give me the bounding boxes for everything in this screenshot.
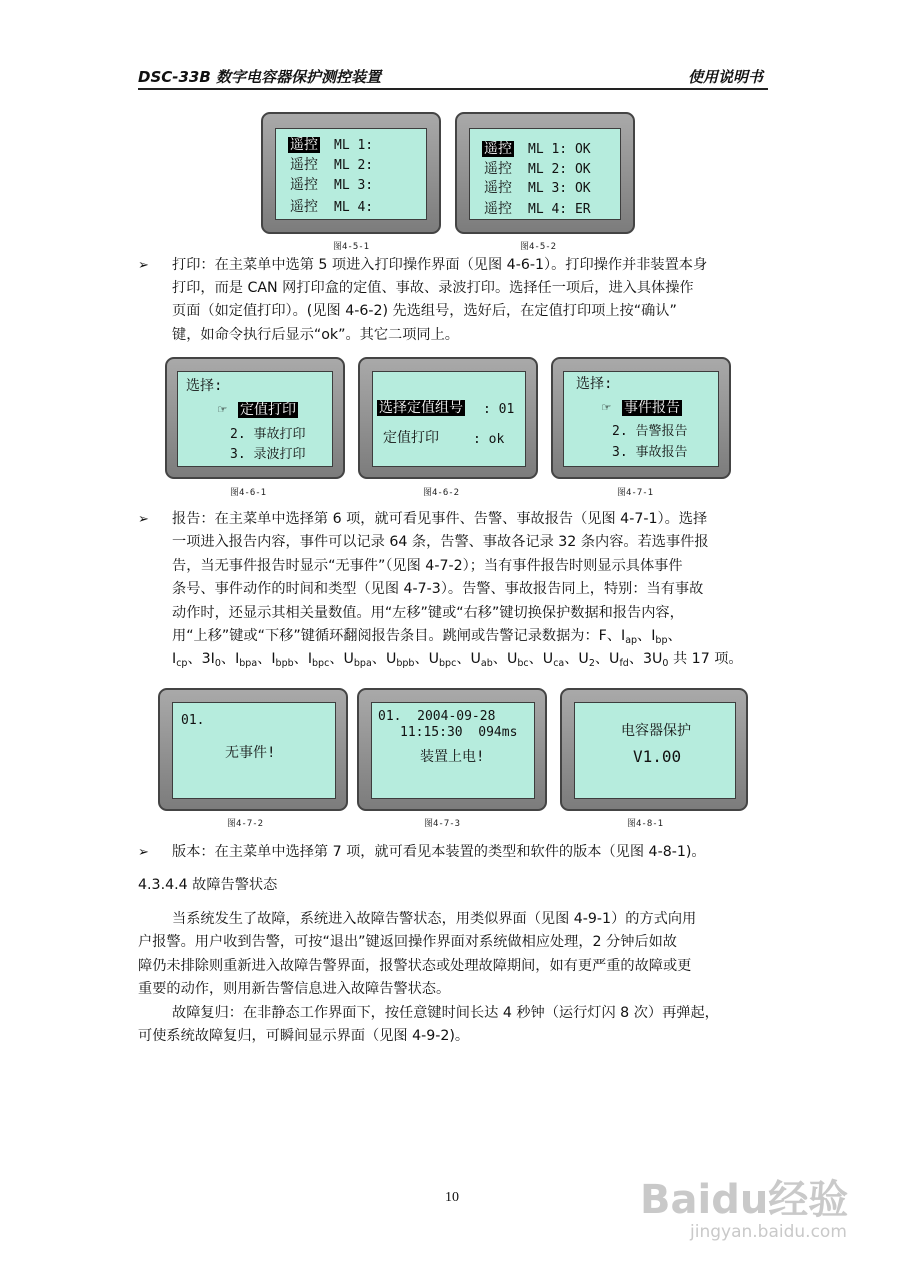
para-report-3: 告，当无事件报告时显示“无事件”（见图 4-7-2）；当有事件报告时则显示具体事件 <box>172 558 683 574</box>
figure-caption: 图4-6-1 <box>230 488 267 498</box>
para-version: 版本：在主菜单中选择第 7 项，就可看见本装置的类型和软件的版本（见图 4-8-1)。 <box>172 844 706 860</box>
pointing-hand-icon: ☞ <box>218 402 227 418</box>
lcd-frame-4-5-2 <box>455 112 635 234</box>
para-fault-1: 当系统发生了故障，系统进入故障告警状态，用类似界面（见图 4-9-1）的方式向用 <box>172 911 697 927</box>
para-report-6: 用“上移”键或“下移”键循环翻阅报告条目。跳闸或告警记录数据为：F、$I_{ap}$、$I_{bp}$、 <box>172 628 682 646</box>
lcd-frame-4-7-1 <box>551 357 731 479</box>
header-doc-type: 使用说明书 <box>688 68 764 86</box>
event-message: 装置上电! <box>420 749 485 765</box>
figure-caption: 图4-5-1 <box>333 242 370 252</box>
lcd-frame-4-7-3 <box>357 688 547 811</box>
menu-item-selected: 定值打印 <box>240 402 296 418</box>
ml-row: ML 1: <box>334 138 374 153</box>
lcd-frame-4-8-1 <box>560 688 748 811</box>
para-fault-2: 户报警。用户收到告警，可按“退出”键返回操作界面对系统做相应处理，2 分钟后如故 <box>138 934 677 950</box>
bullet-arrow-icon: ➢ <box>138 512 149 527</box>
record-time: 11:15:30 094ms <box>400 725 518 740</box>
remote-label: 遥控 <box>290 137 318 153</box>
figure-caption: 图4-7-3 <box>424 819 461 829</box>
watermark-url: jingyan.baidu.com <box>690 1222 847 1242</box>
ml-row: ML 4: <box>334 200 374 215</box>
para-report-2: 一项进入报告内容，事件可以记录 64 条，告警、事故各记录 32 条内容。若选事件报 <box>172 534 709 550</box>
menu-item: 2. 告警报告 <box>612 424 688 439</box>
lcd-screen-4-6-1 <box>177 371 333 467</box>
lcd-screen-4-5-2 <box>469 128 621 220</box>
print-status: : ok <box>473 432 505 447</box>
lcd-screen-4-6-2 <box>372 371 526 467</box>
lcd-frame-4-7-2 <box>158 688 348 811</box>
section-heading: 4.3.4.4 故障告警状态 <box>138 877 278 893</box>
remote-label: 遥控 <box>290 177 318 193</box>
menu-item: 3. 事故报告 <box>612 445 688 460</box>
record-number: 01. <box>181 713 205 728</box>
ml-row: ML 2: OK <box>528 162 591 177</box>
pointing-hand-icon: ☞ <box>602 400 611 416</box>
ml-row: ML 3: <box>334 178 374 193</box>
record-date: 01. 2004-09-28 <box>378 709 496 724</box>
figure-caption: 图4-7-1 <box>617 488 654 498</box>
figure-caption: 图4-8-1 <box>627 819 664 829</box>
remote-label: 遥控 <box>290 199 318 215</box>
figure-caption: 图4-5-2 <box>520 242 557 252</box>
lcd-screen-4-7-3 <box>371 702 535 799</box>
figure-caption: 图4-7-2 <box>227 819 264 829</box>
para-fault-4: 重要的动作，则用新告警信息进入故障告警状态。 <box>138 981 451 997</box>
para-print-3: 页面（如定值打印）。(见图 4-6-2) 先选组号，选好后，在定值打印项上按“确认” <box>172 303 677 319</box>
ml-row: ML 1: OK <box>528 142 591 157</box>
lcd-screen-4-5-1 <box>275 128 427 220</box>
remote-label: 遥控 <box>484 201 512 217</box>
remote-label: 遥控 <box>290 157 318 173</box>
remote-label: 遥控 <box>484 141 512 157</box>
header-rule <box>138 88 768 90</box>
remote-label: 遥控 <box>484 161 512 177</box>
lcd-screen-4-7-1 <box>563 371 719 467</box>
lcd-screen-4-8-1 <box>574 702 736 799</box>
event-message: 无事件! <box>225 745 276 761</box>
group-select-value: : 01 <box>483 402 515 417</box>
figure-caption: 图4-6-2 <box>423 488 460 498</box>
para-print-2: 打印，而是 CAN 网打印盒的定值、事故、录波打印。选择任一项后，进入具体操作 <box>172 280 694 296</box>
group-select-label: 选择定值组号 <box>379 400 463 416</box>
remote-label: 遥控 <box>484 180 512 196</box>
bullet-arrow-icon: ➢ <box>138 845 149 860</box>
ml-row: ML 2: <box>334 158 374 173</box>
para-print-1: 打印：在主菜单中选第 5 项进入打印操作界面（见图 4-6-1）。打印操作并非装置本身 <box>172 257 708 273</box>
para-print-4: 键，如命令执行后显示“ok”。其它二项同上。 <box>172 327 459 343</box>
ml-row: ML 3: OK <box>528 181 591 196</box>
lcd-screen-4-7-2 <box>172 702 336 799</box>
select-title: 选择: <box>576 376 613 392</box>
ml-row: ML 4: ER <box>528 202 591 217</box>
para-report-7: $I_{cp}$、$3I_0$、$I_{bpa}$、$I_{bpb}$、$I_{bpc}$、$U_{bpa}$、$U_{bpb}$、$U_{bpc}$、$U_{ab}$、$U_{bc}$、$U_{ca}$、$U_2$、$U_{fd}$、$3U_0$ 共 17 项。 <box>172 651 743 669</box>
device-type: 电容器保护 <box>621 723 691 739</box>
para-report-5: 动作时，还显示其相关量数值。用“左移”键或“右移”键切换保护数据和报告内容， <box>172 605 684 621</box>
para-reset-2: 可使系统故障复归，可瞬间显示界面（见图 4-9-2)。 <box>138 1028 470 1044</box>
select-title: 选择: <box>186 378 223 394</box>
menu-item: 2. 事故打印 <box>230 427 306 442</box>
para-report-1: 报告：在主菜单中选择第 6 项，就可看见事件、告警、事故报告（见图 4-7-1）。选择 <box>172 511 708 527</box>
menu-item: 3. 录波打印 <box>230 447 306 462</box>
print-label: 定值打印 <box>383 430 439 446</box>
software-version: V1.00 <box>633 747 682 766</box>
menu-item-selected: 事件报告 <box>624 400 680 416</box>
header-title: DSC-33B 数字电容器保护测控装置 <box>138 68 382 86</box>
lcd-frame-4-5-1 <box>261 112 441 234</box>
para-reset-1: 故障复归：在非静态工作界面下，按任意键时间长达 4 秒钟（运行灯闪 8 次）再弹起， <box>172 1005 719 1021</box>
lcd-frame-4-6-2 <box>358 357 538 479</box>
lcd-frame-4-6-1 <box>165 357 345 479</box>
watermark-logo: Baidu经验 <box>640 1177 849 1223</box>
bullet-arrow-icon: ➢ <box>138 258 149 273</box>
para-fault-3: 障仍未排除则重新进入故障告警界面，报警状态或处理故障期间，如有更严重的故障或更 <box>138 958 692 974</box>
page-number: 10 <box>445 1190 459 1205</box>
para-report-4: 条号、事件动作的时间和类型（见图 4-7-3）。告警、事故报告同上，特别：当有事故 <box>172 581 704 597</box>
